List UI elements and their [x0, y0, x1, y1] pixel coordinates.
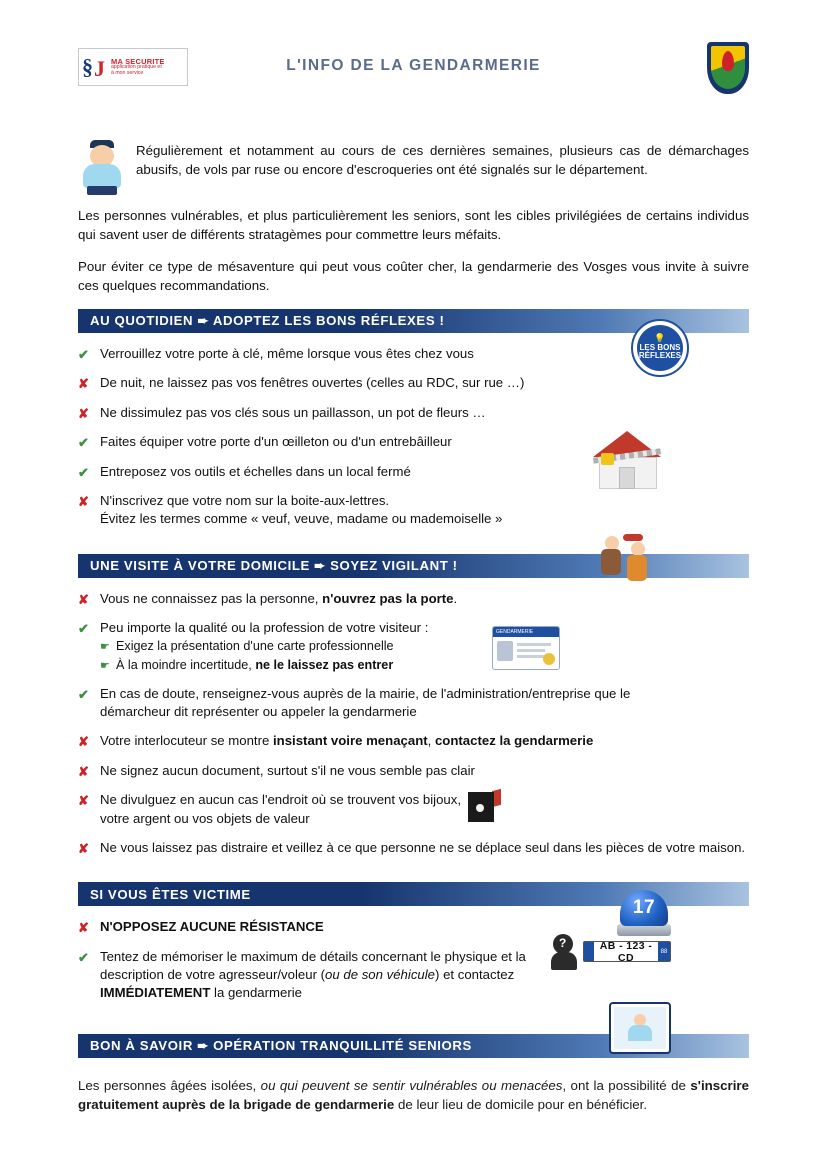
list-item-text-italic: ou de son véhicule — [325, 967, 436, 983]
check-icon: ✔ — [78, 346, 89, 362]
intro-paragraph-1: Régulièrement et notamment au cours de ces dernières semaines, plusieurs cas de démarchages abusifs, de vols par ruse ou encore d'escroqueries ont été signalés sur le département. — [136, 143, 749, 177]
section-title-visite: UNE VISITE À VOTRE DOMICILE ➨ SOYEZ VIGILANT ! — [90, 557, 458, 573]
cross-icon: ✘ — [78, 376, 89, 392]
list-item — [78, 619, 749, 674]
section-list-quotidien — [78, 332, 749, 529]
logo-glyph-1: § — [82, 54, 93, 79]
list-item-text: En cas de doute, renseignez-vous auprès de la mairie, de l'administration/entreprise que le démarcheur dit représenter ou appeler la gendarmerie — [100, 685, 631, 719]
list-item — [78, 492, 749, 528]
list-item-text: Faites équiper votre porte d'un œilleton ou d'un entrebâilleur — [100, 434, 452, 450]
cross-icon: ✘ — [78, 591, 89, 607]
section-title-quotidien: AU QUOTIDIEN ➨ ADOPTEZ LES BONS RÉFLEXES ! — [90, 312, 445, 328]
list-item-text: Ne divulguez en aucun cas l'endroit où se trouvent vos bijoux, — [100, 792, 461, 808]
section-list-visite — [78, 590, 749, 858]
check-icon: ✔ — [78, 464, 89, 480]
list-item-text: N'inscrivez que votre nom sur la boite-aux-lettres. — [100, 493, 390, 509]
list-item-text-bold: N'OPPOSEZ AUCUNE RÉSISTANCE — [100, 919, 324, 935]
les-bons-reflexes-badge-icon: 💡 LES BONS RÉFLEXES — [631, 319, 689, 377]
plate-number: AB - 123 - CD — [599, 939, 653, 964]
list-item-text-bold: n'ouvrez pas la porte — [322, 590, 454, 606]
cross-icon: ✘ — [78, 840, 89, 856]
list-item — [78, 374, 749, 393]
list-item-text-post-2: la gendarmerie — [210, 985, 303, 1001]
list-item — [78, 839, 749, 858]
section-title-bon-a-savoir: BON À SAVOIR ➨ OPÉRATION TRANQUILLITÉ SENIORS — [90, 1037, 472, 1053]
gendarmerie-shield-icon — [707, 42, 749, 94]
list-item-text: Peu importe la qualité ou la profession de votre visiteur : — [100, 620, 429, 636]
list-item — [78, 732, 749, 751]
sub-list-item-text: Exigez la présentation d'une carte professionnelle — [116, 639, 394, 654]
cross-icon: ✘ — [78, 763, 89, 779]
locked-house-icon — [585, 423, 673, 493]
list-item-text-line2: votre argent ou vos objets de valeur — [100, 810, 310, 826]
suspect-and-plate-icon: ? AB - 123 - CD 88 — [551, 932, 671, 972]
list-item-text: Verrouillez votre porte à clé, même lorsque vous êtes chez vous — [100, 345, 474, 361]
sub-list-item — [100, 638, 428, 655]
list-item — [78, 762, 749, 781]
list-item-text-bold: IMMÉDIATEMENT — [100, 985, 211, 1001]
list-item-text: Entreposez vos outils et échelles dans un local fermé — [100, 463, 411, 479]
check-icon: ✔ — [78, 949, 89, 965]
card-header-text: GENDARMERIE — [496, 628, 534, 635]
cross-icon: ✘ — [78, 405, 89, 421]
emergency-number: 17 — [632, 897, 656, 919]
pointer-icon: ☛ — [100, 641, 110, 654]
badge-line-2: RÉFLEXES — [638, 351, 682, 361]
cross-icon: ✘ — [78, 494, 89, 510]
list-item-text: Tentez de mémoriser le maximum de détails concernant le physique et la description de votre agresseur/voleur ( — [100, 948, 526, 983]
list-item — [78, 404, 749, 423]
intro-paragraph-3: Pour éviter ce type de mésaventure qui peut vous coûter cher, la gendarmerie des Vosges vous invite à suivre ces quelques recommandations. — [78, 258, 749, 293]
footer-text-post: de leur lieu de domicile pour en bénéficier. — [394, 1096, 648, 1112]
page-title: L'INFO DE LA GENDARMERIE — [286, 57, 541, 74]
footer-text-italic: ou qui peuvent se sentir vulnérables ou menacées — [260, 1077, 563, 1093]
list-item-text-bold-2: contactez la gendarmerie — [434, 733, 594, 749]
footer-text-mid: , ont la possibilité de — [562, 1077, 691, 1093]
logo-line-3: à mon service — [111, 69, 144, 76]
document-header — [0, 0, 827, 92]
list-item-text: Vous ne connaissez pas la personne, — [100, 590, 323, 606]
senior-avatar-icon — [78, 140, 126, 198]
cross-icon: ✘ — [78, 920, 89, 936]
list-item-text-post: ) et contactez — [435, 967, 515, 983]
list-item-text: Ne dissimulez pas vos clés sous un paillasson, un pot de fleurs … — [100, 404, 486, 420]
safe-box-icon — [464, 788, 504, 828]
list-item — [78, 791, 749, 827]
sub-list-item-text-bold: ne le laissez pas entrer — [255, 657, 394, 672]
pointer-icon: ☛ — [100, 659, 110, 672]
check-icon: ✔ — [78, 686, 89, 702]
list-item-text-bold: insistant voire menaçant — [273, 733, 428, 749]
list-item-text: Ne signez aucun document, surtout s'il ne vous semble pas clair — [100, 762, 475, 778]
plate-department: 88 — [658, 942, 670, 961]
senior-tablet-icon — [609, 1002, 671, 1054]
intro-paragraph-2: Les personnes vulnérables, et plus particulièrement les seniors, sont les cibles privilégiées de certains individus qui savent user de différents stratagèmes pour commettre leurs méfaits. — [78, 208, 749, 242]
section-banner-bon-a-savoir — [78, 1034, 749, 1058]
logo-line-2: application pratique et — [111, 64, 162, 71]
sub-list-item-text: À la moindre incertitude, — [116, 657, 256, 672]
cross-icon: ✘ — [78, 734, 89, 750]
list-item-text-line2: Évitez les termes comme « veuf, veuve, madame ou mademoiselle » — [100, 511, 503, 527]
list-item-text-post: . — [453, 590, 458, 606]
list-item-text: Votre interlocuteur se montre — [100, 733, 273, 749]
section-list-victime — [78, 897, 749, 1002]
intro-block — [78, 142, 749, 296]
footer-text-bold: s'inscrire gratuitement auprès de la brigade de gendarmerie — [78, 1077, 749, 1112]
footer-text-pre: Les personnes âgées isolées, — [78, 1077, 261, 1093]
sub-list-item — [100, 657, 428, 674]
logo-glyph-2: J — [94, 56, 105, 81]
logo-line-1: MA SECURITE — [111, 56, 165, 66]
check-icon: ✔ — [78, 621, 89, 637]
list-item-text-sep: , — [427, 733, 435, 749]
section-title-victime: SI VOUS ÊTES VICTIME — [90, 886, 251, 902]
list-item-text: De nuit, ne laissez pas vos fenêtres ouvertes (celles au RDC, sur rue …) — [100, 375, 525, 391]
cross-icon: ✘ — [78, 793, 89, 809]
check-icon: ✔ — [78, 435, 89, 451]
professional-id-card-icon — [492, 626, 560, 670]
list-item — [78, 685, 749, 721]
fake-visitors-illustration-icon — [601, 532, 671, 598]
badge-line-1: LES BONS — [639, 342, 681, 352]
footer-paragraph — [78, 1076, 749, 1115]
list-item-text: Ne vous laissez pas distraire et veillez à ce que personne ne se déplace seul dans les pièces de votre maison. — [100, 839, 746, 855]
